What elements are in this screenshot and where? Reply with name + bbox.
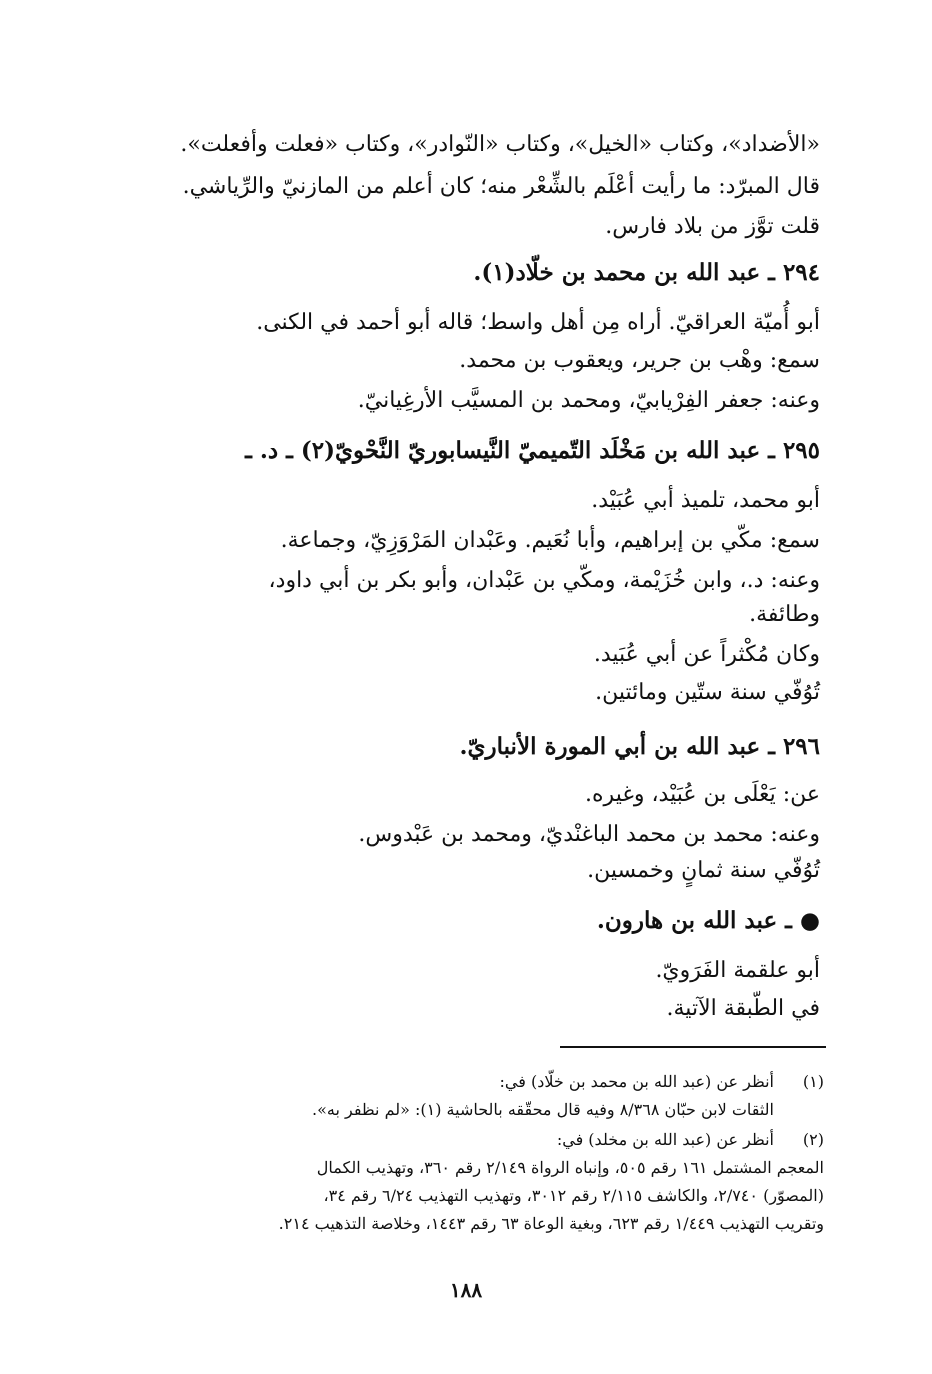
text-line: قلت توَّز من بلاد فارس. — [605, 214, 820, 239]
text-line: سمع: مكّي بن إبراهيم، وأبا نُعَيم. وعَبْدان المَرْوَزِيّ، وجماعة. — [280, 528, 820, 553]
entry-heading: ● ـ عبد الله بن هارون. — [596, 907, 820, 934]
footnote-number: (٢) — [802, 1130, 824, 1149]
page-number: ١٨٨ — [449, 1278, 483, 1302]
text-line: تُوُفّي سنة ثمانٍ وخمسين. — [587, 858, 820, 883]
text-line: «الأضداد»، وكتاب «الخيل»، وكتاب «النّوادر»، وكتاب «فعلت وأفعلت». — [180, 132, 820, 157]
text-line: تُوُفّي سنة ستّين ومائتين. — [595, 680, 820, 705]
entry-heading: ٢٩٦ ـ عبد الله بن أبي المورة الأنباريّ. — [459, 733, 820, 760]
footnote-separator — [560, 1046, 826, 1048]
text-line: وعنه: د.، وابن خُزَيْمة، ومكّي بن عَبْدان، وأبو بكر بن أبي داود، — [268, 568, 820, 593]
entry-heading: ٢٩٥ ـ عبد الله بن مَخْلَد التّميميّ النَّيسابوريّ النَّحْويّ(٢) ـ د. ـ — [245, 437, 820, 464]
text-line: وعنه: محمد بن محمد الباغنْديّ، ومحمد بن عَبْدوس. — [358, 822, 820, 847]
text-line: أبو محمد، تلميذ أبي عُبَيْد. — [591, 488, 820, 513]
footnote-line: أنظر عن (عبد الله بن محمد بن خلّاد) في: — [499, 1072, 774, 1091]
text-line: وكان مُكْثراً عن أبي عُبَيد. — [593, 642, 820, 667]
entry-heading: ٢٩٤ ـ عبد الله بن محمد بن خلّاد(١). — [473, 259, 820, 286]
text-line: قال المبرّد: ما رأيت أعْلَم بالشِّعْر منه؛ كان أعلم من المازنيّ والرِّياشي. — [182, 174, 820, 199]
footnote-line: (المصوّر) ٢/٧٤٠، والكاشف ٢/١١٥ رقم ٣٠١٢، وتهذيب التهذيب ٦/٢٤ رقم ٣٤، — [323, 1186, 824, 1205]
text-line: سمع: وهْب بن جرير، ويعقوب بن محمد. — [459, 348, 820, 373]
text-line: وطائفة. — [749, 602, 820, 627]
footnote-number: (١) — [802, 1072, 824, 1091]
footnote-line: أنظر عن (عبد الله بن مخلد) في: — [556, 1130, 774, 1149]
text-line: وعنه: جعفر الفِرْيابيّ، ومحمد بن المسيَّب الأرغِيانيّ. — [357, 388, 820, 413]
footnote-line: المعجم المشتمل ١٦١ رقم ٥٠٥، وإنباه الرواة ٢/١٤٩ رقم ٣٦٠، وتهذيب الكمال — [316, 1158, 824, 1177]
text-line: في الطّبقة الآتية. — [666, 996, 820, 1021]
text-line: عن: يَعْلَى بن عُبَيْد، وغيره. — [585, 782, 820, 807]
footnote-line: الثقات لابن حبّان ٨/٣٦٨ وفيه قال محقّقه بالحاشية (١): «لم نظفر به». — [312, 1100, 774, 1119]
footnote-line: وتقريب التهذيب ١/٤٤٩ رقم ٦٢٣، وبغية الوعاة ٦٣ رقم ١٤٤٣، وخلاصة التذهيب ٢١٤. — [278, 1214, 824, 1233]
text-line: أبو علقمة الفَرَويّ. — [655, 958, 820, 983]
text-line: أبو أُميّة العراقيّ. أراه مِن أهل واسط؛ قاله أبو أحمد في الكنى. — [256, 310, 820, 335]
